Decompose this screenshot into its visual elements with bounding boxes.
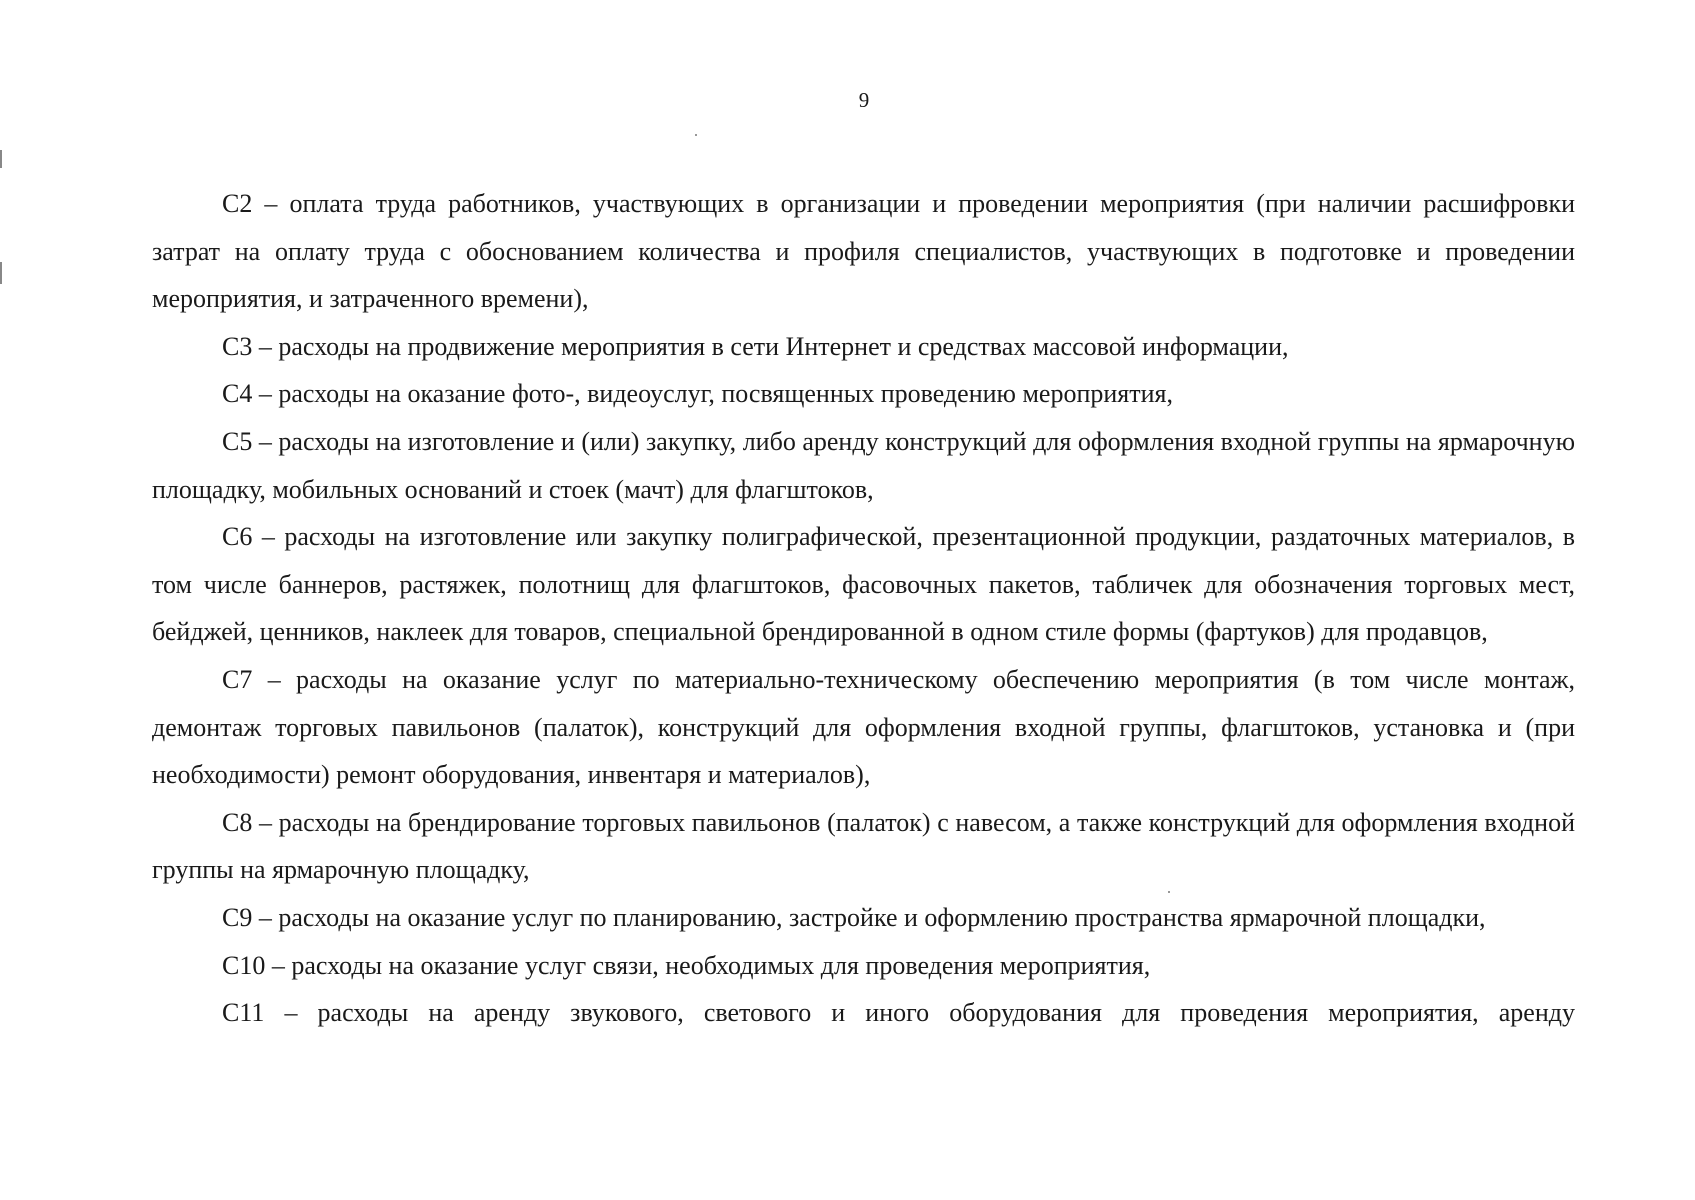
scan-speck [1168,891,1170,893]
paragraph-c7: С7 – расходы на оказание услуг по материально-техническому обеспечению мероприятия (в том числе монтаж, демонтаж торговых павильонов (палаток), конструкций для оформления входной группы, флагштоков, установка и (при необходимости) ремонт оборудования, инвентаря и материалов), [152,664,1575,790]
paragraph-c2: С2 – оплата труда работников, участвующих в организации и проведении мероприятия (при наличии расшифровки затрат на оплату труда с обоснованием количества и профиля специалистов, участвующих в подготовке и проведении мероприятия, и затраченного времени), [152,189,1575,314]
paragraph-c11: С11 – расходы на аренду звукового, светового и иного оборудования для проведения мероприятия, аренду [222,998,1575,1028]
document-body [152,180,1575,1037]
paragraph-c10: С10 – расходы на оказание услуг связи, необходимых для проведения мероприятия, [222,950,1151,980]
scan-speck [695,134,697,136]
paragraph-c6: С6 – расходы на изготовление или закупку полиграфической, презентационной продукции, раздаточных материалов, в том числе баннеров, растяжек, полотнищ для флагштоков, фасовочных пакетов, табличек для обозначения торговых мест, бейджей, ценников, наклеек для товаров, специальной брендированной в одном стиле формы (фартуков) для продавцов, [152,522,1575,647]
paragraph-c4: С4 – расходы на оказание фото-, видеоуслуг, посвященных проведению мероприятия, [222,379,1173,409]
paragraph-c8: С8 – расходы на брендирование торговых павильонов (палаток) с навесом, а также конструкций для оформления входной группы на ярмарочную площадку, [152,807,1575,885]
page-number: 9 [858,88,870,112]
paragraph-c3: С3 – расходы на продвижение мероприятия в сети Интернет и средствах массовой информации, [222,331,1289,361]
paragraph-c5: С5 – расходы на изготовление и (или) закупку, либо аренду конструкций для оформления входной группы на ярмарочную площадку, мобильных оснований и стоек (мачт) для флагштоков, [152,426,1575,504]
scan-margin-mark [0,262,2,284]
scan-margin-mark [0,150,2,168]
paragraph-c9: С9 – расходы на оказание услуг по планированию, застройке и оформлению пространства ярмарочной площадки, [222,902,1486,932]
